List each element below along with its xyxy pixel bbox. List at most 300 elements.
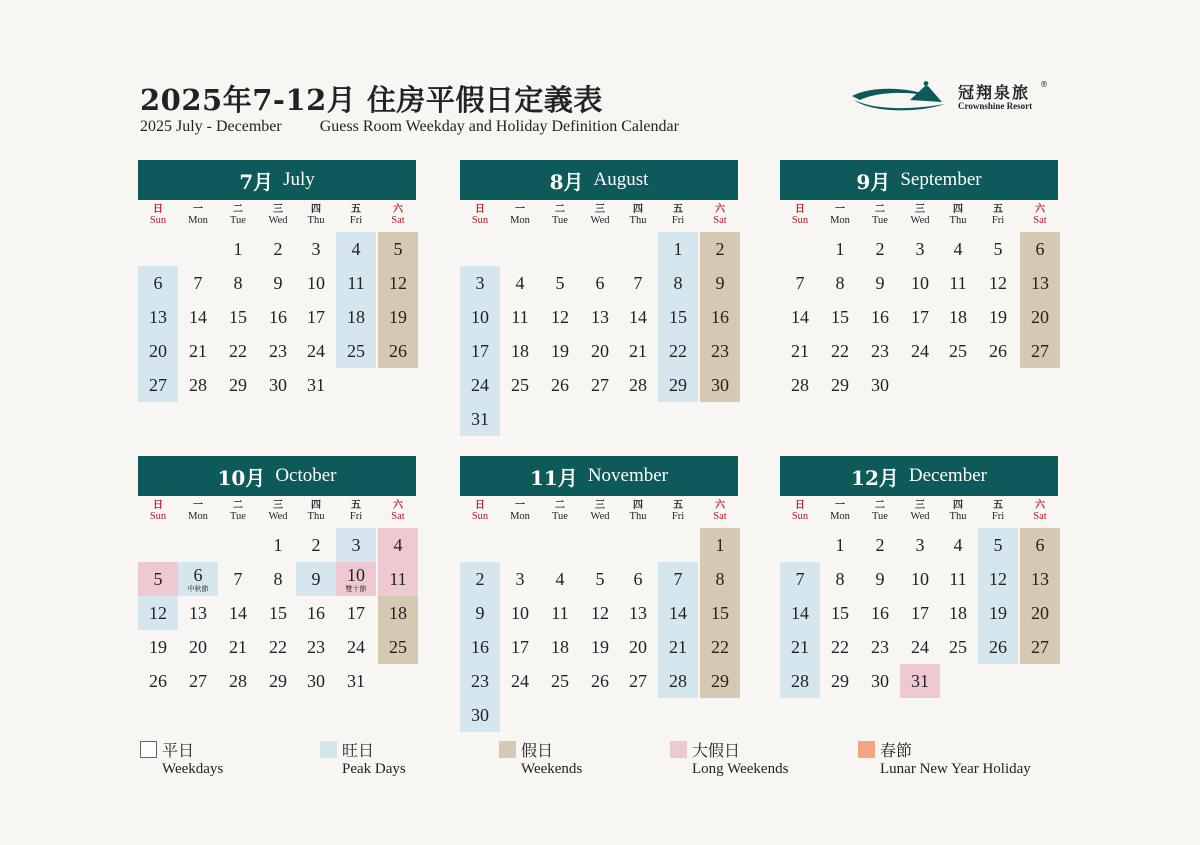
day-number: 11 [949,568,967,589]
day-cell [178,266,218,300]
weekday-label-en: Thu [629,511,647,522]
day-number: 19 [551,340,569,361]
day-cell [378,528,418,562]
day-number: 4 [393,534,403,555]
weekday-label-zh: 六 [393,204,403,215]
day-number: 16 [471,636,489,657]
weekday-label [178,500,218,522]
weekday-label [978,204,1018,226]
day-number: 17 [307,306,325,327]
day-cell [978,562,1018,596]
day-number: 31 [347,670,365,691]
day-number: 10 [911,568,929,589]
weekday-label-en: Sun [471,511,489,522]
weekday-label-zh: 四 [311,204,321,215]
day-number: 2 [273,238,283,259]
day-cell [820,334,860,368]
day-number: 15 [269,602,287,623]
day-cell [978,266,1018,300]
subtitle-range: 2025 July - December [140,118,282,135]
day-number: 19 [389,306,407,327]
day-cell [780,596,820,630]
day-cell [218,562,258,596]
weekday-label-en: Fri [349,511,363,522]
day-number: 25 [389,636,407,657]
day-cell [296,232,336,266]
legend-label-zh: 大假日 [692,741,741,760]
month-name-en: September [900,169,982,190]
day-number: 7 [795,272,805,293]
day-cell [938,528,978,562]
weekday-label [700,204,740,226]
day-cell [618,368,658,402]
day-cell [618,334,658,368]
day-number: 12 [389,272,407,293]
day-cell [296,528,336,562]
day-number: 22 [831,340,849,361]
day-number: 19 [989,602,1007,623]
legend-label-en: Weekends [521,761,583,777]
day-cell [138,368,178,402]
weekday-label-en: Sun [149,511,167,522]
day-cell [580,630,620,664]
day-cell [336,562,376,596]
day-number: 10 [347,565,365,585]
day-number: 29 [669,374,687,395]
weekday-label [780,500,820,522]
day-number: 26 [389,340,407,361]
weekday-label-en: Thu [307,215,325,226]
weekends-swatch [499,741,516,758]
weekday-label-zh: 三 [273,500,283,511]
weekday-label-zh: 日 [795,204,805,215]
day-cell [218,334,258,368]
day-number: 25 [347,340,365,361]
weekday-label [580,204,620,226]
day-number: 4 [555,568,565,589]
day-cell [860,664,900,698]
weekday-label-zh: 二 [555,500,565,511]
weekday-label [978,500,1018,522]
day-number: 13 [1031,568,1049,589]
day-cell [258,232,298,266]
legend-label-en: Weekdays [162,761,224,777]
day-number: 18 [949,306,967,327]
day-cell [218,664,258,698]
day-number: 10 [307,272,325,293]
day-number: 30 [711,374,729,395]
weekday-label-zh: 一 [193,204,203,215]
day-cell [1020,528,1060,562]
day-number: 3 [475,272,485,293]
day-cell [138,664,178,698]
day-number: 13 [629,602,647,623]
weekday-label-en: Thu [629,215,647,226]
weekday-label-zh: 二 [233,500,243,511]
day-cell [938,562,978,596]
day-number: 11 [551,602,569,623]
day-cell [938,630,978,664]
day-number: 10 [911,272,929,293]
day-cell [658,562,698,596]
weekday-label-zh: 一 [835,500,845,511]
weekday-label [938,204,978,226]
day-number: 22 [711,636,729,657]
day-cell [1020,300,1060,334]
page-title: 2025年7-12月 住房平假日定義表 [140,83,603,117]
weekday-label-en: Mon [510,215,530,226]
day-number: 29 [831,374,849,395]
day-cell [658,664,698,698]
day-number: 3 [915,534,925,555]
weekday-label-zh: 五 [673,500,683,511]
day-cell [460,630,500,664]
brand-name-en: Crownshine Resort [958,101,1033,111]
day-number: 22 [669,340,687,361]
day-number: 7 [795,568,805,589]
holiday-note: 雙十節 [345,585,367,593]
day-cell [178,562,218,596]
day-cell [540,266,580,300]
day-cell [218,232,258,266]
weekday-label-zh: 三 [915,204,925,215]
day-number: 31 [471,408,489,429]
day-number: 13 [149,306,167,327]
weekday-label-zh: 一 [515,204,525,215]
days-grid [780,232,1058,442]
day-number: 10 [511,602,529,623]
weekday-label-zh: 四 [633,204,643,215]
day-cell [460,368,500,402]
weekday-label [1020,500,1060,522]
day-cell [178,334,218,368]
day-number: 6 [595,272,605,293]
day-cell [218,368,258,402]
day-cell [580,300,620,334]
day-cell [978,232,1018,266]
day-number: 17 [911,306,929,327]
weekday-label-en: Sat [391,215,405,226]
day-cell [500,368,540,402]
day-cell [378,334,418,368]
day-cell [860,368,900,402]
day-cell [540,596,580,630]
day-cell [580,664,620,698]
weekday-label-zh: 六 [1035,204,1045,215]
weekday-label-en: Fri [671,511,685,522]
weekday-label [780,204,820,226]
weekday-header-row [780,200,1058,232]
day-cell [540,664,580,698]
day-cell [336,300,376,334]
day-number: 21 [791,636,809,657]
day-number: 26 [591,670,609,691]
weekday-label-en: Mon [830,215,850,226]
weekday-label [900,500,940,522]
day-cell [296,596,336,630]
day-cell [296,266,336,300]
day-number: 21 [669,636,687,657]
day-cell [700,232,740,266]
day-number: 23 [871,636,889,657]
day-cell [460,334,500,368]
weekday-label [460,500,500,522]
day-number: 31 [307,374,325,395]
day-cell [900,528,940,562]
day-number: 20 [1031,602,1049,623]
weekday-label-en: Wed [910,215,930,226]
day-number: 23 [711,340,729,361]
day-cell [700,266,740,300]
day-cell [138,596,178,630]
day-cell [860,528,900,562]
day-number: 5 [393,238,403,259]
day-cell [218,266,258,300]
day-cell [900,562,940,596]
day-number: 18 [551,636,569,657]
day-cell [258,596,298,630]
day-cell [540,300,580,334]
day-number: 13 [1031,272,1049,293]
day-number: 27 [629,670,647,691]
day-cell [138,300,178,334]
day-cell [218,596,258,630]
day-cell [178,368,218,402]
weekday-label [178,204,218,226]
lunar-new-year-swatch [858,741,875,758]
weekday-label-zh: 日 [153,204,163,215]
day-cell [580,368,620,402]
page-subtitle [140,118,679,136]
weekday-label-zh: 一 [515,500,525,511]
day-number: 11 [949,272,967,293]
legend-label-zh: 平日 [162,741,195,760]
day-cell [900,232,940,266]
day-number: 24 [307,340,325,361]
weekday-label [540,204,580,226]
day-number: 15 [831,602,849,623]
day-number: 1 [673,238,683,259]
day-number: 8 [273,568,283,589]
day-cell [700,334,740,368]
days-grid [780,528,1058,738]
day-cell [860,596,900,630]
weekday-label-en: Fri [991,511,1005,522]
day-number: 11 [389,568,407,589]
day-number: 5 [153,568,163,589]
day-cell [860,334,900,368]
day-number: 8 [835,568,845,589]
day-number: 16 [871,306,889,327]
weekday-label-en: Mon [188,215,208,226]
day-cell [780,300,820,334]
day-cell [780,334,820,368]
weekday-label-en: Thu [949,215,967,226]
day-cell [258,334,298,368]
weekday-label [540,500,580,522]
day-number: 21 [229,636,247,657]
day-cell [540,368,580,402]
day-cell [978,596,1018,630]
day-cell [580,562,620,596]
day-number: 3 [311,238,321,259]
registered-mark: ® [1040,80,1048,89]
month-name-zh: 11月 [529,465,578,490]
weekday-label-en: Wed [590,215,610,226]
day-cell [258,266,298,300]
day-number: 25 [949,636,967,657]
day-cell [938,300,978,334]
month-name-zh: 8月 [549,169,584,194]
day-number: 29 [229,374,247,395]
weekday-label [378,500,418,522]
day-cell [1020,562,1060,596]
day-cell [460,664,500,698]
weekday-label-en: Sat [391,511,405,522]
day-number: 16 [269,306,287,327]
day-number: 30 [269,374,287,395]
day-cell [618,266,658,300]
day-cell [780,630,820,664]
day-number: 26 [551,374,569,395]
weekday-label [218,204,258,226]
weekday-label-en: Mon [510,511,530,522]
day-number: 24 [911,636,929,657]
day-number: 25 [511,374,529,395]
day-number: 5 [993,534,1003,555]
day-cell [336,232,376,266]
day-cell [460,266,500,300]
day-cell [700,562,740,596]
day-number: 14 [629,306,647,327]
day-cell [900,334,940,368]
weekday-label-en: Sun [791,511,809,522]
weekday-label-en: Mon [830,511,850,522]
weekday-label-zh: 日 [795,500,805,511]
day-number: 8 [673,272,683,293]
day-cell [378,266,418,300]
day-cell [500,334,540,368]
day-cell [336,596,376,630]
day-number: 23 [471,670,489,691]
day-number: 13 [189,602,207,623]
day-cell [978,300,1018,334]
day-number: 2 [715,238,725,259]
day-cell [938,334,978,368]
day-cell [938,232,978,266]
weekday-label-zh: 三 [595,500,605,511]
weekday-label [658,500,698,522]
day-number: 14 [791,306,809,327]
day-number: 30 [471,704,489,725]
weekday-label-en: Sat [713,511,727,522]
weekday-label-zh: 五 [993,500,1003,511]
day-number: 4 [351,238,361,259]
day-cell [820,300,860,334]
day-number: 6 [1035,534,1045,555]
day-number: 29 [269,670,287,691]
day-number: 1 [233,238,243,259]
weekday-label-zh: 四 [311,500,321,511]
day-cell [820,232,860,266]
day-cell [658,368,698,402]
day-cell [178,596,218,630]
days-grid [138,528,416,738]
day-number: 18 [949,602,967,623]
day-number: 3 [351,534,361,555]
day-number: 23 [307,636,325,657]
day-number: 28 [229,670,247,691]
month-name-en: October [275,465,337,486]
day-number: 4 [953,534,963,555]
day-number: 15 [711,602,729,623]
day-cell [780,368,820,402]
weekday-label-en: Sat [1033,511,1047,522]
month-name-en: August [593,169,649,190]
day-cell [540,630,580,664]
day-number: 3 [515,568,525,589]
weekday-label-en: Sat [713,215,727,226]
day-cell [860,232,900,266]
day-number: 28 [189,374,207,395]
day-cell [860,300,900,334]
legend-label-en: Long Weekends [692,761,789,777]
day-number: 18 [511,340,529,361]
month-header [780,456,1058,496]
peak-days-swatch [320,741,337,758]
day-cell [336,334,376,368]
day-cell [900,664,940,698]
day-number: 23 [269,340,287,361]
weekday-label-en: Tue [230,215,246,226]
day-cell [178,300,218,334]
day-cell [1020,266,1060,300]
day-cell [296,664,336,698]
day-number: 17 [347,602,365,623]
day-cell [938,266,978,300]
month-header [460,160,738,200]
month-calendar [780,456,1058,738]
weekday-label-zh: 日 [475,204,485,215]
day-cell [296,300,336,334]
days-grid [460,232,738,442]
day-number: 30 [871,374,889,395]
day-number: 28 [629,374,647,395]
day-number: 2 [311,534,321,555]
day-number: 5 [595,568,605,589]
day-cell [500,630,540,664]
month-name-zh: 12月 [851,465,899,490]
weekday-label [500,500,540,522]
legend-label-zh: 春節 [880,741,913,760]
day-cell [1020,334,1060,368]
day-number: 24 [911,340,929,361]
day-cell [460,562,500,596]
day-cell [658,596,698,630]
day-number: 18 [347,306,365,327]
days-grid [138,232,416,442]
weekday-label [658,204,698,226]
month-calendar [138,456,416,738]
day-number: 17 [511,636,529,657]
month-calendar [138,160,416,442]
day-cell [700,300,740,334]
day-cell [336,266,376,300]
weekday-label-zh: 五 [351,204,361,215]
weekday-label-zh: 三 [915,500,925,511]
legend-label-zh: 假日 [521,741,554,760]
weekday-label [860,500,900,522]
